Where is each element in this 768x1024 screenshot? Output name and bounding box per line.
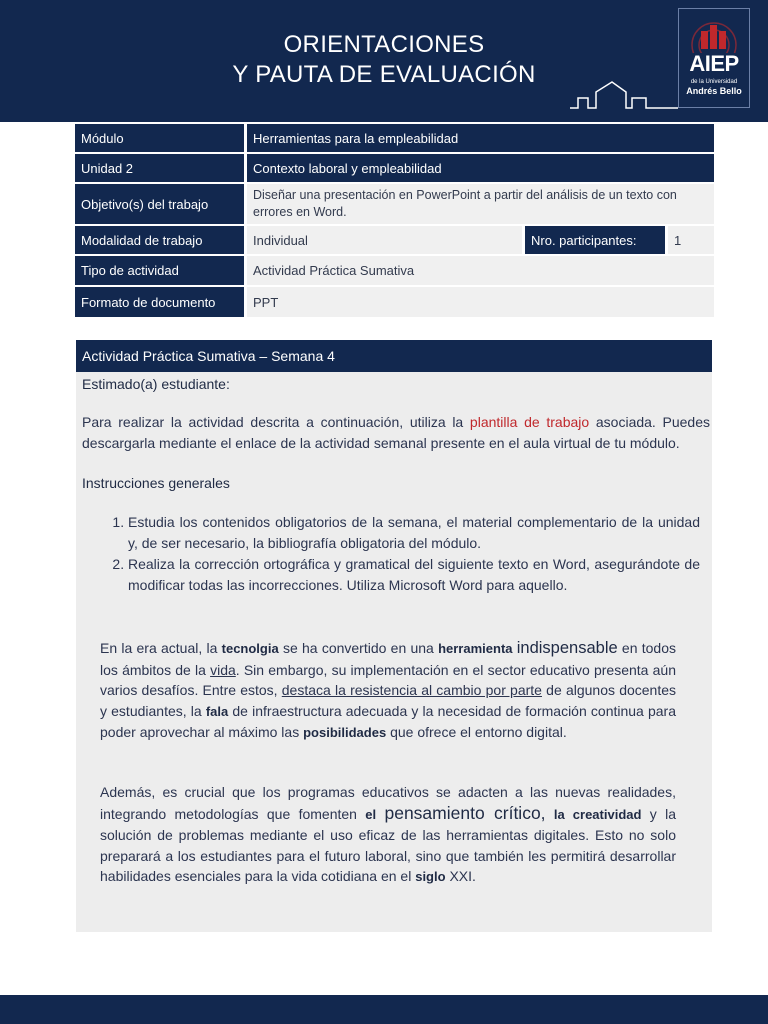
- objetivo-label: Objetivo(s) del trabajo: [75, 184, 247, 224]
- aiep-logo: [678, 8, 750, 108]
- unidad-value: Contexto laboral y empleabilidad: [247, 154, 714, 182]
- modulo-value: Herramientas para la empleabilidad: [247, 124, 714, 152]
- tipo-label: Tipo de actividad: [75, 256, 247, 285]
- logo-university-name: Andrés Bello: [686, 86, 742, 96]
- unidad-label: Unidad 2: [75, 154, 247, 182]
- modalidad-label: Modalidad de trabajo: [75, 226, 247, 254]
- list-item: 1. Estudia los contenidos obligatorios de la semana, el material complementario de la unidad y, de ser necesario, la bibliografía obligatoria del módulo.: [128, 512, 700, 554]
- document-title: ORIENTACIONES Y PAUTA DE EVALUACIÓN: [232, 31, 536, 88]
- table-row: [75, 256, 714, 285]
- intro-paragraph: Para realizar la actividad descrita a continuación, utiliza la plantilla de trabajo asociada. Puedes descargarla mediante el enlace de la actividad semanal presente en el aula virtual de tu módulo.: [82, 414, 710, 451]
- table-row: [75, 226, 714, 254]
- table-row: [75, 154, 714, 182]
- table-row: [75, 184, 714, 224]
- page-header: [0, 0, 768, 122]
- table-row: [75, 287, 714, 317]
- list-item: 2. Realiza la corrección ortográfica y gramatical del siguiente texto en Word, asegurándote de modificar todas las incorrecciones. Utiliza Microsoft Word para aquello.: [128, 554, 700, 596]
- instructions-list: [104, 512, 700, 596]
- logo-emblem-icon: [679, 9, 749, 53]
- table-row: [75, 124, 714, 152]
- template-link[interactable]: plantilla de trabajo: [469, 414, 590, 430]
- formato-value: PPT: [247, 287, 714, 317]
- building-skyline-icon: [570, 78, 678, 110]
- participantes-label: Nro. participantes:: [522, 226, 668, 254]
- activity-panel: [76, 372, 712, 932]
- greeting: Estimado(a) estudiante:: [82, 376, 230, 392]
- practice-text-paragraph-2: Además, es crucial que los programas educativos se adacten a las nuevas realidades, integrando metodologías que fomenten el pensamiento crítico, la creatividad y la solución de problemas mediante el uso eficaz de las herramientas digitales. Esto no solo preparará a los estudiantes para el futuro laboral, sino que también les permitirá desarrollar habilidades esenciales para la vida cotidiana en el siglo XXI.: [100, 784, 677, 884]
- modulo-label: Módulo: [75, 124, 247, 152]
- tipo-value: Actividad Práctica Sumativa: [247, 256, 714, 285]
- activity-heading: Actividad Práctica Sumativa – Semana 4: [76, 340, 712, 372]
- logo-subtitle: de la Universidad: [690, 79, 738, 85]
- practice-text-paragraph-1: En la era actual, la tecnolgia se ha convertido en una herramienta indispensable en todos los ámbitos de la vida. Sin embargo, su implementación en el sector educativo presenta aún varios desafíos. Entre estos, destaca la resistencia al cambio por parte de algunos docentes y estudiantes, la fala de infraestructura adecuada y la necesidad de formación continua para poder aprovechar al máximo las posibilidades que ofrece el entorno digital.: [100, 639, 677, 740]
- participantes-value: 1: [668, 226, 714, 254]
- objetivo-value: Diseñar una presentación en PowerPoint a partir del análisis de un texto con errores en Word.: [247, 184, 714, 224]
- activity-info-table: [75, 122, 714, 319]
- logo-wordmark: AIEP: [689, 51, 739, 76]
- page-footer: [0, 995, 768, 1024]
- modalidad-value: Individual: [247, 226, 522, 254]
- formato-label: Formato de documento: [75, 287, 247, 317]
- instructions-title: Instrucciones generales: [82, 475, 230, 491]
